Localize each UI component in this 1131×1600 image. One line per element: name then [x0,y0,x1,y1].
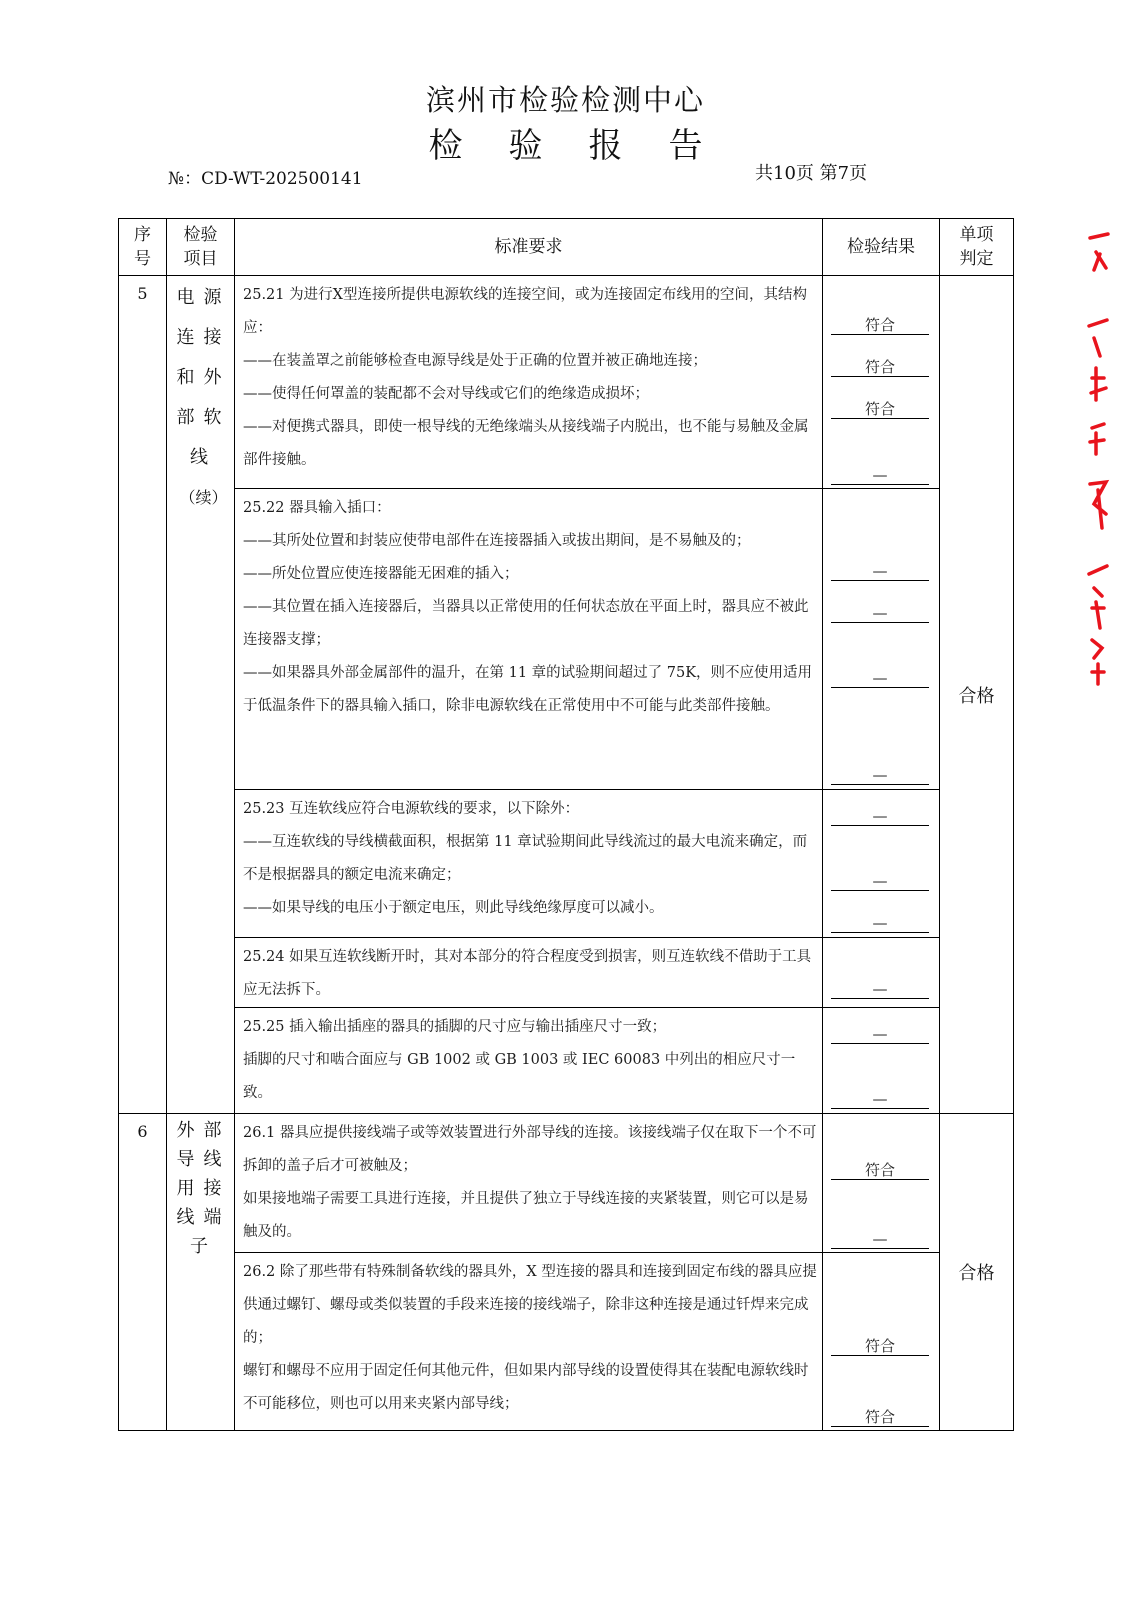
item-line: 子 [190,1236,217,1257]
result-cell [823,1253,940,1431]
header-result: 检验结果 [823,219,940,276]
verdict-cell: 合格 [940,276,1014,1114]
result-mark: — [831,1025,929,1044]
inspection-item [167,276,235,1114]
item-line: 用接 [176,1178,231,1199]
result-cell [823,276,940,489]
requirement-cell [235,1114,823,1253]
requirement-cell [235,790,823,938]
result-mark: 符合 [831,316,929,335]
requirement-text: ——对便携式器具，即使一根导线的无绝缘端头从接线端子内脱出，也不能与易触及金属部件接触。 [243,419,809,468]
seal-stamp-fragment [1086,228,1110,688]
seq-number: 6 [119,1114,167,1431]
item-line: 导线 [176,1149,231,1170]
inspection-table [118,218,1014,1431]
requirement-text: 插脚的尺寸和啮合面应与 GB 1002 或 GB 1003 或 IEC 60083 中列出的相应尺寸一致。 [243,1052,796,1101]
table-row [119,938,1014,1008]
table-row [119,790,1014,938]
header-verdict: 单项判定 [940,219,1014,276]
requirement-text: ——如果器具外部金属部件的温升，在第 11 章的试验期间超过了 75K，则不应使用适用于低温条件下的器具输入插口，除非电源软线在正常使用中不可能与此类部件接触。 [243,665,813,714]
requirement-cell [235,1253,823,1431]
requirement-text: 25.22 器具输入插口： [243,500,391,516]
page-info: 共10页 第7页 [755,163,868,184]
header-requirement: 标准要求 [235,219,823,276]
verdict-cell: 合格 [940,1114,1014,1431]
table-row [119,276,1014,489]
item-line: 电源 [176,287,231,308]
result-mark: — [831,669,929,688]
result-mark: 符合 [831,1161,929,1180]
result-mark: — [831,872,929,891]
requirement-text: 25.23 互连软线应符合电源软线的要求，以下除外： [243,801,580,817]
requirement-cell [235,489,823,790]
item-line: 线端 [176,1207,231,1228]
table-header-row [119,219,1014,276]
requirement-text: 25.24 如果互连软线断开时，其对本部分的符合程度受到损害，则互连软线不借助于工具应无法拆下。 [243,949,812,998]
item-line: 外部 [176,1120,231,1141]
requirement-cell [235,276,823,489]
requirement-text: ——在装盖罩之前能够检查电源导线是处于正确的位置并被正确地连接； [243,353,707,369]
requirement-text: ——互连软线的导线横截面积，根据第 11 章试验期间此导线流过的最大电流来确定，而不是根据器具的额定电流来确定； [243,834,808,883]
result-mark: — [831,604,929,623]
result-mark: — [831,914,929,933]
requirement-text: ——如果导线的电压小于额定电压，则此导线绝缘厚度可以减小。 [243,900,664,916]
requirement-text: ——其位置在插入连接器后，当器具以正常使用的任何状态放在平面上时，器具应不被此连接器支撑； [243,599,809,648]
item-line: 和外 [176,367,231,388]
result-mark: 符合 [831,1337,929,1356]
result-cell [823,1008,940,1114]
result-cell [823,1114,940,1253]
result-mark: — [831,766,929,785]
result-mark: 符合 [831,358,929,377]
result-cell [823,790,940,938]
requirement-text: ——其所处位置和封装应使带电部件在连接器插入或拔出期间，是不易触及的； [243,533,751,549]
requirement-text: 如果接地端子需要工具进行连接，并且提供了独立于导线连接的夹紧装置，则它可以是易触及的。 [243,1191,809,1240]
requirement-text: 26.2 除了那些带有特殊制备软线的器具外，X 型连接的器具和连接到固定布线的器具应提供通过螺钉、螺母或类似装置的手段来连接的接线端子，除非这种连接是通过钎焊来完成的； [243,1264,817,1346]
result-mark: 符合 [831,400,929,419]
report-number: №：CD-WT-202500141 [168,169,363,189]
report-title: 检验报告 [428,126,749,166]
organization-name: 滨州市检验检测中心 [425,83,705,117]
requirement-text: 25.21 为进行X型连接所提供电源软线的连接空间，或为连接固定布线用的空间，其结构应： [243,287,807,336]
requirement-text: 25.25 插入输出插座的器具的插脚的尺寸应与输出插座尺寸一致； [243,1019,667,1035]
result-mark: 符合 [831,1408,929,1427]
requirement-text: 26.1 器具应提供接线端子或等效装置进行外部导线的连接。该接线端子仅在取下一个不可拆卸的盖子后才可被触及； [243,1125,817,1174]
table-row [119,1114,1014,1253]
requirement-text: ——使得任何罩盖的装配都不会对导线或它们的绝缘造成损坏； [243,386,649,402]
table-row [119,489,1014,790]
seq-number: 5 [119,276,167,1114]
result-mark: — [831,562,929,581]
table-row [119,1008,1014,1114]
requirement-cell [235,938,823,1008]
result-mark: — [831,807,929,826]
header-item: 检验项目 [167,219,235,276]
header-seq: 序号 [119,219,167,276]
result-mark: — [831,980,929,999]
requirement-cell [235,1008,823,1114]
inspection-item [167,1114,235,1431]
result-cell [823,938,940,1008]
result-mark: — [831,466,929,485]
table-row [119,1253,1014,1431]
item-line: 部软 [176,407,231,428]
item-line-cont: （续） [179,488,228,507]
requirement-text: ——所处位置应使连接器能无困难的插入； [243,566,519,582]
item-line: 线 [190,447,217,468]
requirement-text: 螺钉和螺母不应用于固定任何其他元件，但如果内部导线的设置使得其在装配电源软线时不可能移位，则也可以用来夹紧内部导线； [243,1363,809,1412]
result-cell [823,489,940,790]
result-mark: — [831,1090,929,1109]
result-mark: — [831,1230,929,1249]
item-line: 连接 [176,327,231,348]
